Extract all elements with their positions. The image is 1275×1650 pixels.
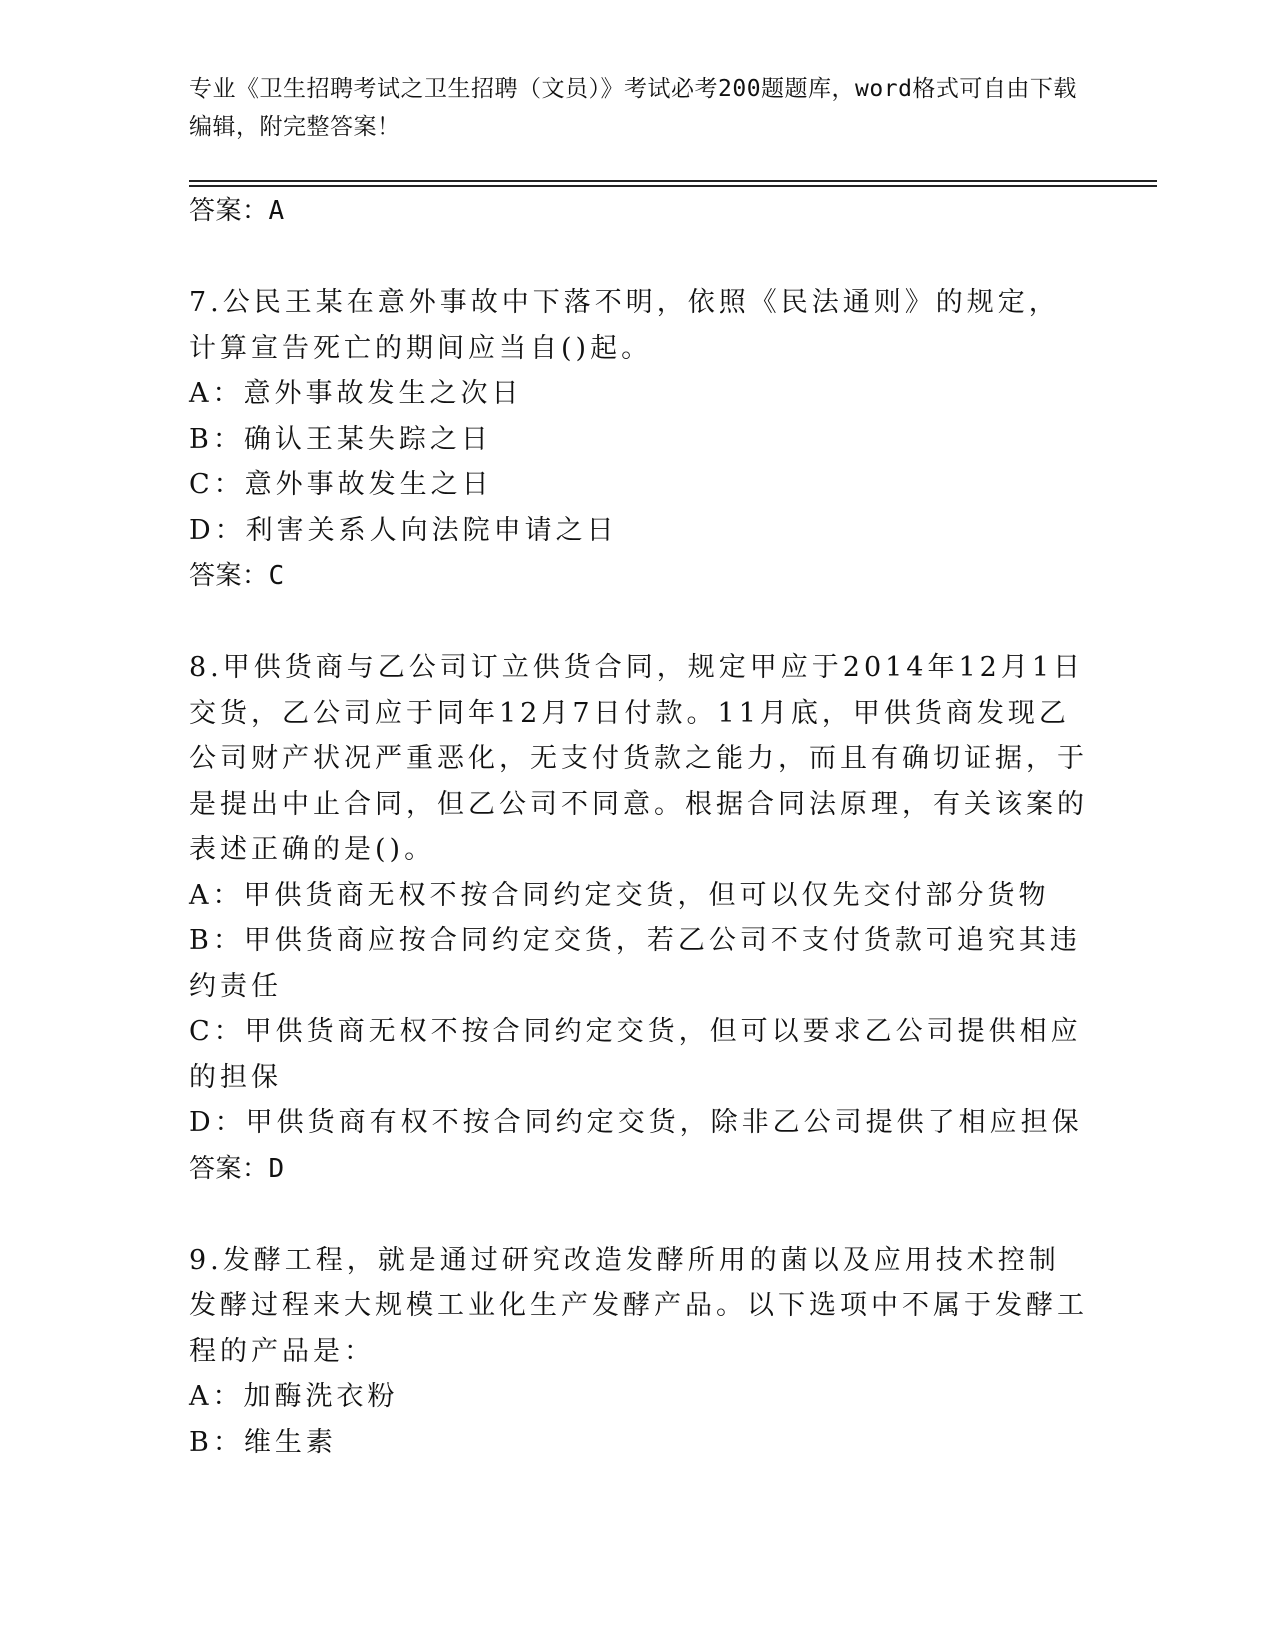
header-divider-bottom <box>189 185 1157 187</box>
document-header: 专业《卫生招聘考试之卫生招聘（文员）》考试必考200题题库，word格式可自由下载编辑，附完整答案！ <box>189 76 1077 140</box>
question-9 <box>189 1238 1089 1466</box>
answer-previous: 答案：A <box>189 196 285 226</box>
question-8-option-d: D：甲供货商有权不按合同约定交货，除非乙公司提供了相应担保 <box>189 1107 1083 1138</box>
question-8-text: 8.甲供货商与乙公司订立供货合同，规定甲应于2014年12月1日交货，乙公司应于同年12月7日付款。11月底，甲供货商发现乙公司财产状况严重恶化，无支付货款之能力，而且有确切证据，于是提出中止合同，但乙公司不同意。根据合同法原理，有关该案的表述正确的是()。 <box>189 652 1088 865</box>
question-7-option-d: D：利害关系人向法院申请之日 <box>189 514 618 546</box>
question-7 <box>189 280 1089 553</box>
question-7-text: 7.公民王某在意外事故中下落不明，依照《民法通则》的规定，计算宣告死亡的期间应当自()起。 <box>189 287 1060 364</box>
question-8-option-b: B：甲供货商应按合同约定交货，若乙公司不支付货款可追究其违约责任 <box>189 925 1081 1002</box>
question-8-option-a: A：甲供货商无权不按合同约定交货，但可以仅先交付部分货物 <box>189 879 1050 911</box>
header-divider-top <box>189 180 1157 182</box>
question-7-option-b: B：确认王某失踪之日 <box>189 423 492 455</box>
question-8-answer: 答案：D <box>189 1153 285 1184</box>
document-body <box>189 188 1089 1465</box>
question-8 <box>189 645 1089 1146</box>
question-7-answer: 答案：C <box>189 561 285 591</box>
question-7-option-a: A：意外事故发生之次日 <box>189 378 523 409</box>
question-8-option-c: C：甲供货商无权不按合同约定交货，但可以要求乙公司提供相应的担保 <box>189 1016 1082 1093</box>
question-9-option-b: B：维生素 <box>189 1426 337 1458</box>
question-9-text: 9.发酵工程，就是通过研究改造发酵所用的菌以及应用技术控制发酵过程来大规模工业化生产发酵产品。以下选项中不属于发酵工程的产品是： <box>189 1244 1088 1367</box>
question-9-option-a: A：加酶洗衣粉 <box>189 1381 399 1412</box>
question-7-option-c: C：意外事故发生之日 <box>189 469 493 500</box>
